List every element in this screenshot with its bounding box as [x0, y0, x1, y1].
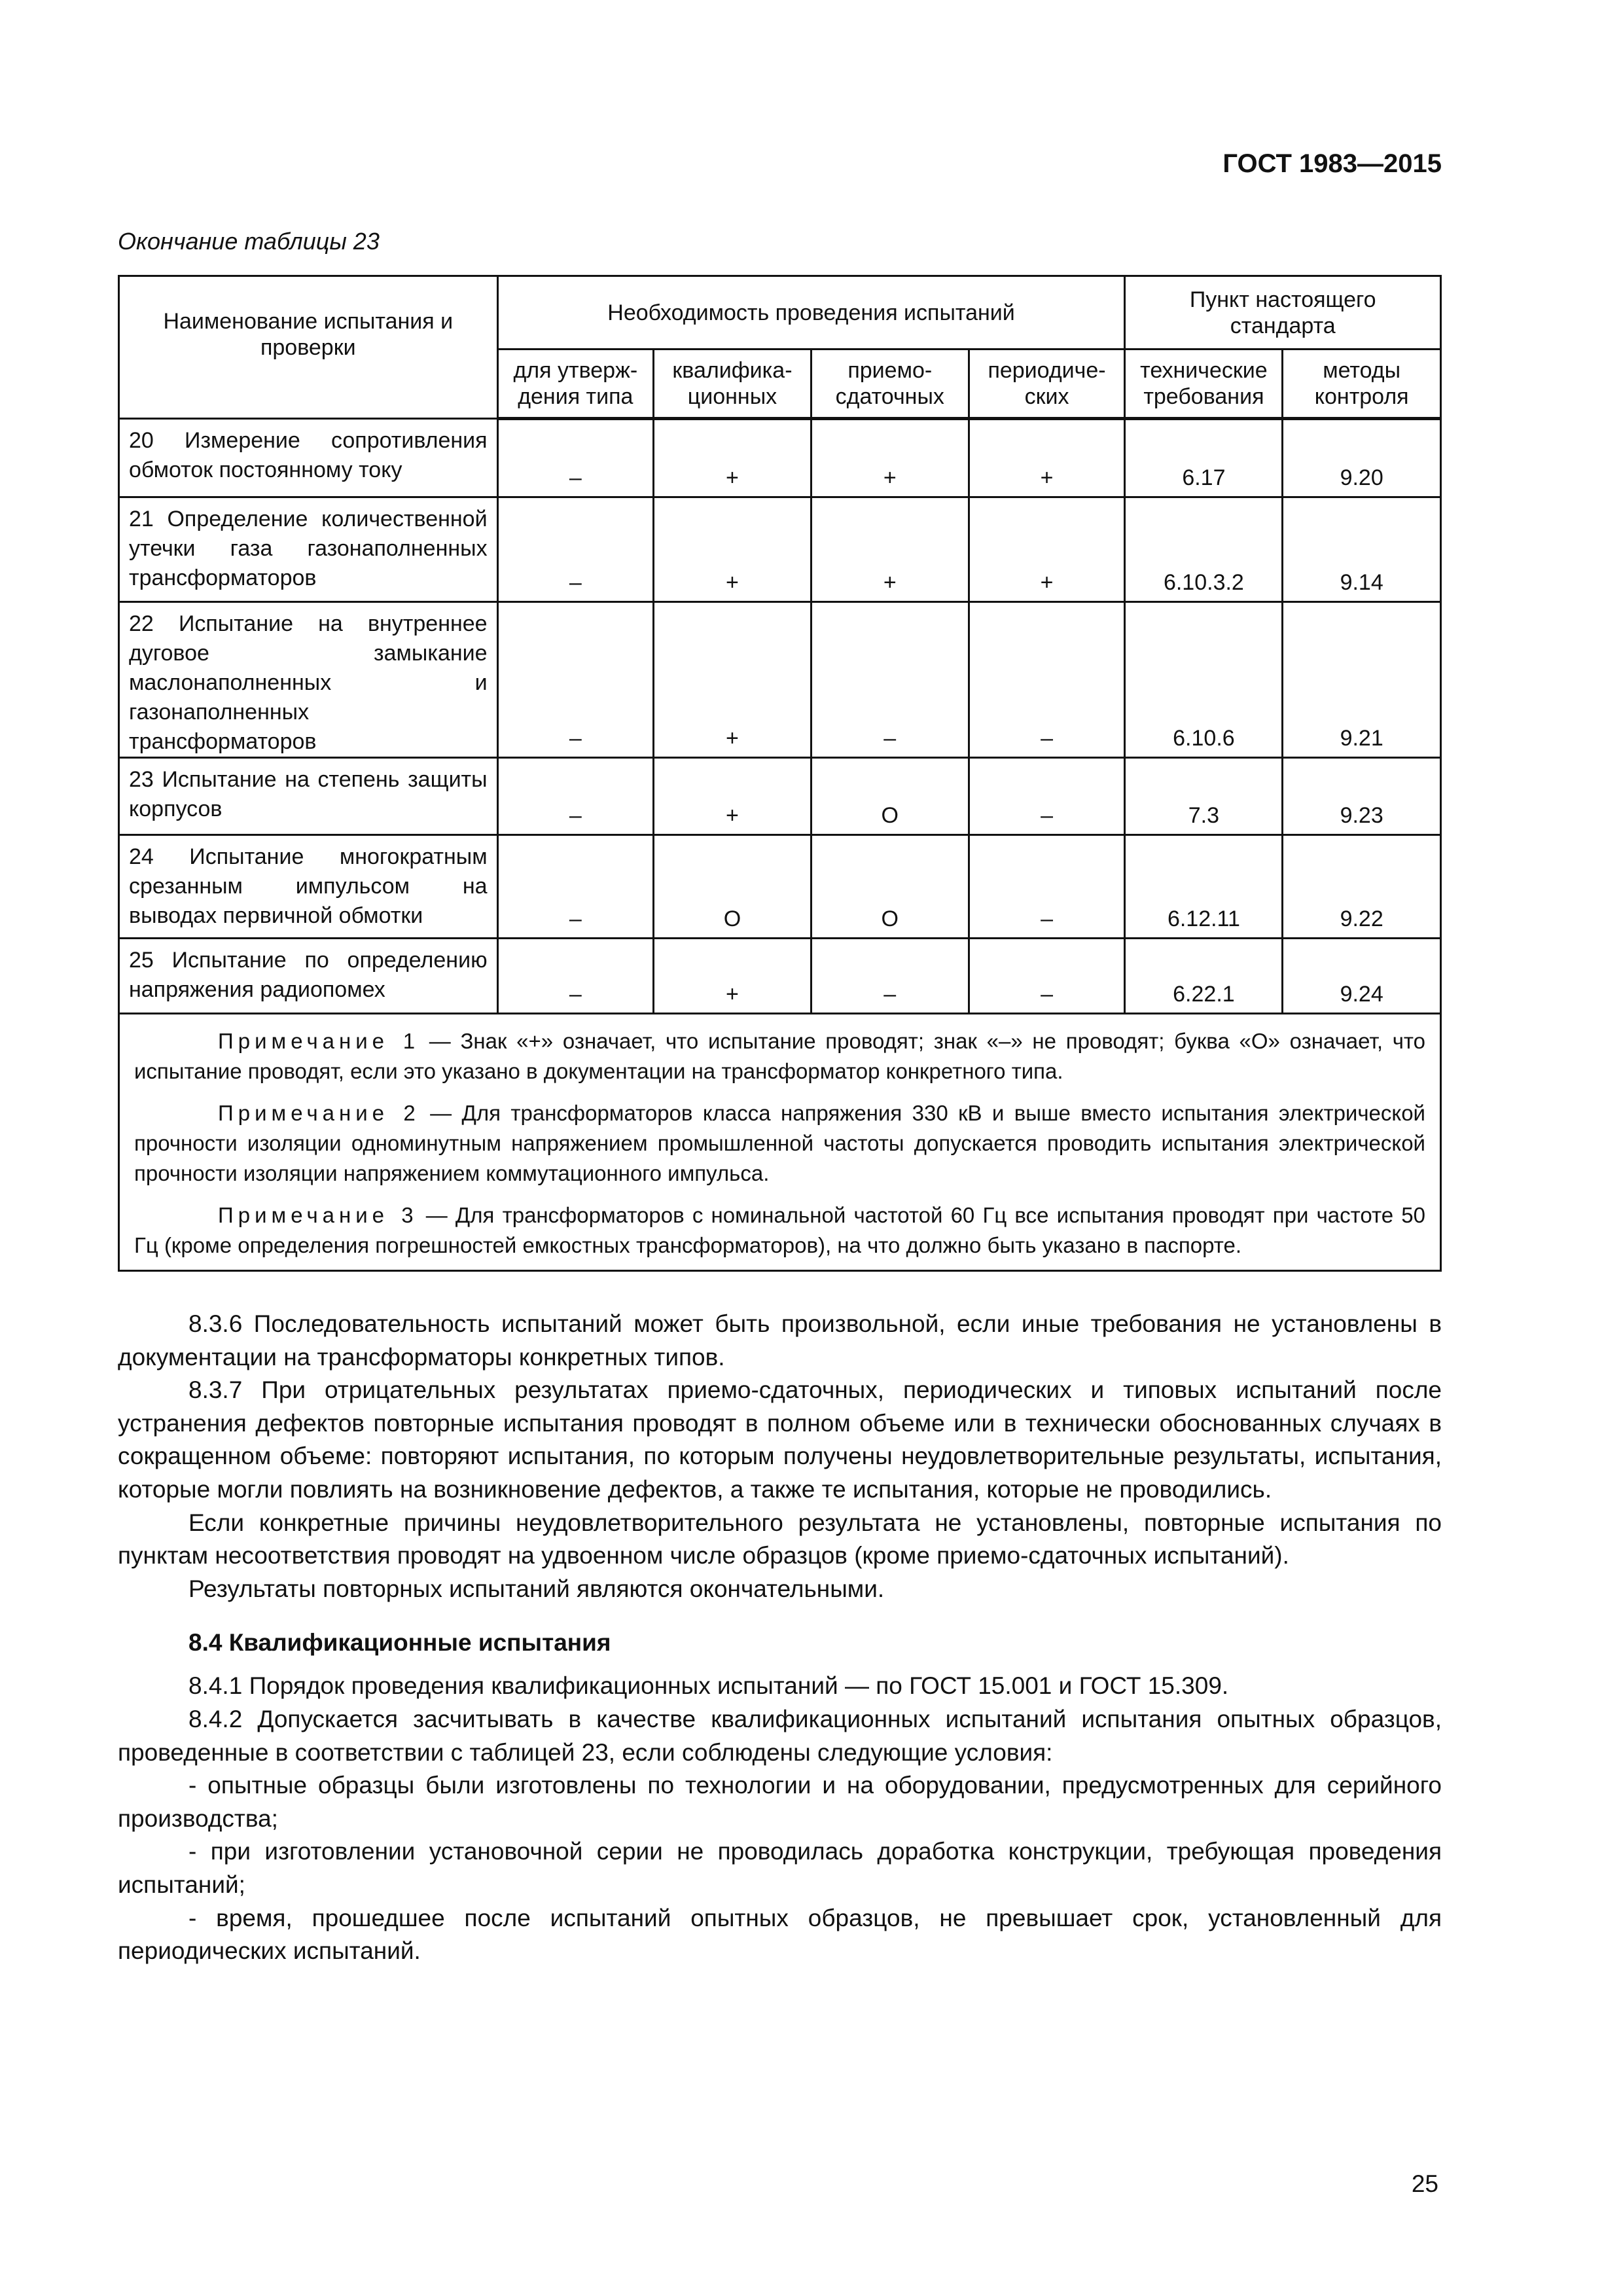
test-name: 22 Испытание на внутреннее дуговое замыкание маслонаполненных и газонаполненных трансформаторов	[119, 602, 498, 758]
header-necessity: Необходимость проведения испытаний	[497, 276, 1125, 350]
table-cell: –	[497, 497, 653, 602]
test-name: 20 Измерение сопротивления обмоток постоянному току	[119, 419, 498, 497]
table-cell: –	[811, 602, 969, 758]
note-3	[134, 1200, 1425, 1261]
table-row	[119, 758, 1441, 835]
table-cell: 6.10.3.2	[1125, 497, 1283, 602]
paragraph: Результаты повторных испытаний являются окончательными.	[188, 1575, 885, 1602]
note-text: — Знак «+» означает, что испытание проводят; знак «–» не проводят; буква «О» означает, что испытание проводят, если это указано в документации на трансформатор конкретного типа.	[134, 1029, 1425, 1083]
paragraph: Если конкретные причины неудовлетворительного результата не установлены, повторные испытания по пунктам несоответствия проводят на удвоенном числе образцов (кроме приемо-сдаточных испытаний).	[118, 1509, 1442, 1570]
header-control-methods: методы контроля	[1283, 350, 1441, 419]
table-row	[119, 602, 1441, 758]
table-cell: 6.12.11	[1125, 835, 1283, 939]
table-cell: –	[497, 758, 653, 835]
table-row	[119, 497, 1441, 602]
header-acceptance: приемо-сдаточных	[811, 350, 969, 419]
paragraph-8-4-2: 8.4.2 Допускается засчитывать в качестве квалификационных испытаний испытания опытных образцов, проведенные в соответствии с таблицей 23, если соблюдены следующие условия:	[118, 1705, 1442, 1766]
note-2	[134, 1098, 1425, 1189]
table-cell: 6.17	[1125, 419, 1283, 497]
test-name: 25 Испытание по определению напряжения радиопомех	[119, 939, 498, 1014]
header-clause: Пункт настоящего стандарта	[1125, 276, 1441, 350]
table-cell: 7.3	[1125, 758, 1283, 835]
table-cell: 9.24	[1283, 939, 1441, 1014]
table-cell: –	[969, 835, 1125, 939]
table-notes	[119, 1014, 1441, 1271]
paragraph-8-3-7: 8.3.7 При отрицательных результатах приемо-сдаточных, периодических и типовых испытаний после устранения дефектов повторные испытания проводят в полном объеме или в технически обоснованных случаях в сокращенном объеме: повторяют испытания, по которым получены неудовлетворительные результаты, испытания, которые могли повлиять на возникновение дефектов, а также те испытания, которые не проводились.	[118, 1376, 1442, 1503]
table-row	[119, 419, 1441, 497]
tests-table	[118, 275, 1442, 1272]
list-item: - при изготовлении установочной серии не проводилась доработка конструкции, требующая проведения испытаний;	[118, 1838, 1442, 1898]
note-text: — Для трансформаторов класса напряжения 330 кВ и выше вместо испытания электрической прочности изоляции одноминутным напряжением промышленной частоты допускается проводить испытания электрической прочности изоляции напряжением коммутационного импульса.	[134, 1101, 1425, 1185]
table-row	[119, 939, 1441, 1014]
table-cell: –	[497, 419, 653, 497]
table-row	[119, 835, 1441, 939]
list-item: - опытные образцы были изготовлены по технологии и на оборудовании, предусмотренных для серийного производства;	[118, 1772, 1442, 1832]
test-name: 23 Испытание на степень защиты корпусов	[119, 758, 498, 835]
table-cell: 9.20	[1283, 419, 1441, 497]
header-name: Наименование испытания и проверки	[119, 276, 498, 419]
table-cell: +	[654, 602, 812, 758]
header-tech-requirements: технические требования	[1125, 350, 1283, 419]
note-label: Примечание 3	[218, 1203, 418, 1227]
table-cell: –	[497, 939, 653, 1014]
table-cell: О	[811, 835, 969, 939]
table-cell: +	[654, 939, 812, 1014]
table-cell: +	[654, 419, 812, 497]
table-cell: +	[811, 419, 969, 497]
paragraph-8-3-6: 8.3.6 Последовательность испытаний может быть произвольной, если иные требования не установлены в документации на трансформаторы конкретных типов.	[118, 1310, 1442, 1371]
table-cell: +	[969, 419, 1125, 497]
table-cell: 9.22	[1283, 835, 1441, 939]
body-text	[118, 1308, 1442, 1968]
table-cell: –	[969, 758, 1125, 835]
header-periodic: периодиче-ских	[969, 350, 1125, 419]
table-cell: 9.21	[1283, 602, 1441, 758]
table-caption: Окончание таблицы 23	[118, 228, 380, 255]
note-text: — Для трансформаторов с номинальной частотой 60 Гц все испытания проводят при частоте 50 Гц (кроме определения погрешностей емкостных трансформаторов), на что должно быть указано в паспорте.	[134, 1203, 1426, 1257]
table-cell: +	[654, 497, 812, 602]
table-cell: О	[811, 758, 969, 835]
section-heading: 8.4 Квалификационные испытания	[188, 1629, 611, 1657]
table-cell: +	[811, 497, 969, 602]
test-name: 21 Определение количественной утечки газа газонаполненных трансформаторов	[119, 497, 498, 602]
header-qualification: квалифика-ционных	[654, 350, 812, 419]
table-cell: +	[969, 497, 1125, 602]
header-type-approval: для утверж-дения типа	[497, 350, 653, 419]
table-cell: 6.22.1	[1125, 939, 1283, 1014]
document-id: ГОСТ 1983—2015	[1222, 149, 1442, 178]
table-cell: 6.10.6	[1125, 602, 1283, 758]
table-cell: О	[654, 835, 812, 939]
note-label: Примечание 1	[218, 1029, 420, 1053]
table-cell: –	[497, 835, 653, 939]
table-cell: +	[654, 758, 812, 835]
table-cell: 9.14	[1283, 497, 1441, 602]
table-cell: –	[969, 602, 1125, 758]
note-1	[134, 1026, 1425, 1086]
page-number: 25	[1411, 2170, 1438, 2197]
test-name: 24 Испытание многократным срезанным импульсом на выводах первичной обмотки	[119, 835, 498, 939]
table-cell: 9.23	[1283, 758, 1441, 835]
paragraph-8-4-1: 8.4.1 Порядок проведения квалификационных испытаний — по ГОСТ 15.001 и ГОСТ 15.309.	[188, 1672, 1229, 1700]
note-label: Примечание 2	[218, 1101, 420, 1125]
list-item: - время, прошедшее после испытаний опытных образцов, не превышает срок, установленный для периодических испытаний.	[118, 1904, 1442, 1965]
table-cell: –	[497, 602, 653, 758]
table-cell: –	[969, 939, 1125, 1014]
table-cell: –	[811, 939, 969, 1014]
